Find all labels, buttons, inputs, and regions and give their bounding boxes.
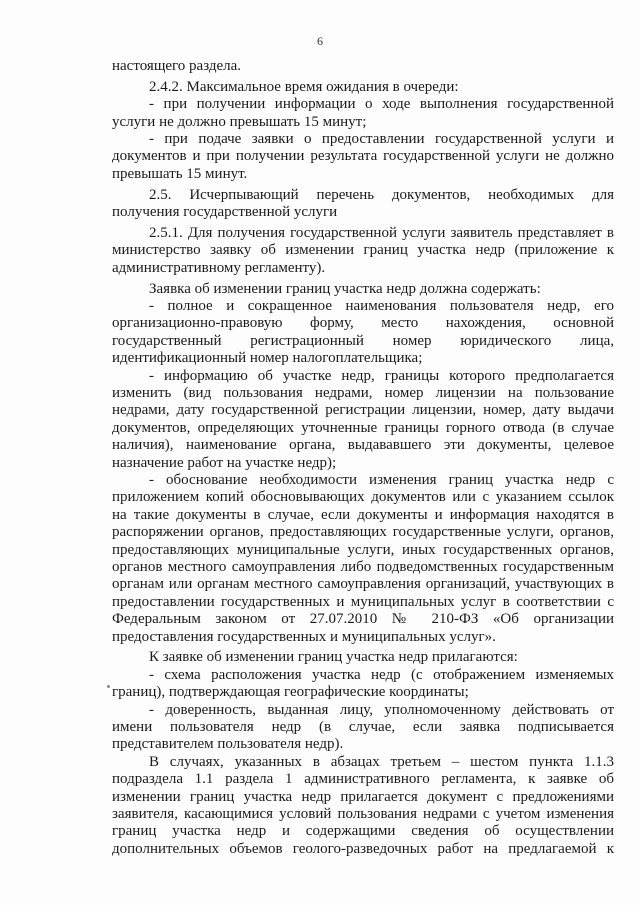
text-line: назначение работ на участке недр); — [112, 454, 337, 471]
text-line: Заявка об изменении границ участка недр должна содержать: — [149, 280, 541, 297]
text-line: границ), подтверждающая географические координаты; — [112, 684, 469, 701]
document-body — [112, 58, 614, 858]
text-line: министерство заявку об изменении границ участка недр (приложение к — [112, 242, 614, 259]
text-line: 2.5.1. Для получения государственной услуги заявитель представляет в — [149, 225, 614, 242]
text-line: дополнительных объемов геолого-разведочных работ на предлагаемой к — [112, 840, 614, 857]
text-line: Федеральным законом от 27.07.2010 № 210-ФЗ «Об организации — [112, 611, 614, 628]
text-line: распоряжении органов, предоставляющих государственные услуги, органов, — [112, 524, 614, 541]
text-line: - обоснование необходимости изменения границ участка недр с — [149, 471, 614, 488]
scan-speck — [107, 685, 110, 688]
text-line: настоящего раздела. — [112, 58, 242, 74]
text-line: изменении границ участка недр прилагается документ с предложениями — [112, 788, 614, 805]
text-line: предоставлении государственных и муниципальных услуг в соответствии с — [112, 593, 614, 610]
text-line: предоставления государственных и муниципальных услуг». — [112, 628, 496, 645]
text-line: изменить (вид пользования недрами, номер лицензии на пользование — [112, 385, 614, 402]
text-line: границ участка недр и содержащими сведения об осуществлении — [112, 823, 614, 840]
text-line: подраздела 1.1 раздела 1 административного регламента, к заявке об — [112, 771, 614, 788]
page-number: 6 — [317, 34, 323, 48]
text-line: - полное и сокращенное наименования пользователя недр, его — [149, 298, 614, 315]
text-line: на такие документы в случае, если документы и информация находятся в — [112, 506, 614, 523]
text-line: получения государственной услуги — [112, 204, 338, 221]
text-line: имени пользователя недр (в случае, если заявка подписывается — [112, 718, 614, 735]
text-line: административному регламенту). — [112, 259, 326, 276]
text-line: К заявке об изменении границ участка недр прилагаются: — [149, 649, 518, 666]
text-line: государственный регистрационный номер юридического лица, — [112, 332, 614, 349]
text-line: - при подаче заявки о предоставлении государственной услуги и — [149, 131, 614, 148]
text-line: идентификационный номер налогоплательщика; — [112, 350, 423, 367]
text-line: 2.5. Исчерпывающий перечень документов, необходимых для — [149, 186, 614, 203]
text-line: 2.4.2. Максимальное время ожидания в очереди: — [149, 78, 459, 95]
text-line: организационно-правовую форму, место нахождения, основной — [112, 315, 614, 332]
text-line: предоставляющих муниципальные услуги, иных государственных органов, — [112, 541, 614, 558]
text-line: В случаях, указанных в абзацах третьем – шестом пункта 1.1.3 — [149, 753, 614, 770]
text-line: заявителя, касающимися условий пользования недрами с учетом изменения — [112, 805, 614, 822]
text-line: документов и при получении результата государственной услуги не должно — [112, 148, 614, 165]
text-line: - схема расположения участка недр (с отображением изменяемых — [149, 666, 614, 683]
text-line: услуги не должно превышать 15 минут; — [112, 113, 367, 130]
text-line: недрами, дату государственной регистрации лицензии, номер, дату выдачи — [112, 402, 614, 419]
text-line: наличия), наименование органа, выдававшего эти документы, целевое — [112, 437, 614, 454]
text-line: представителем пользователя недр). — [112, 736, 344, 753]
text-line: - информацию об участке недр, границы которого предполагается — [149, 367, 614, 384]
text-line: приложением копий обосновывающих документов или с указанием ссылок — [112, 489, 614, 506]
text-line: документов, определяющих уточненные границы горного отвода (в случае — [112, 419, 614, 436]
text-line: превышать 15 минут. — [112, 165, 248, 182]
text-line: - доверенность, выданная лицу, уполномоченному действовать от — [149, 701, 614, 718]
text-line: - при получении информации о ходе выполнения государственной — [149, 96, 614, 113]
text-line: органов местного самоуправления либо подведомственных государственным — [112, 558, 614, 575]
text-line: органам или органам местного самоуправления организаций, участвующих в — [112, 576, 614, 593]
